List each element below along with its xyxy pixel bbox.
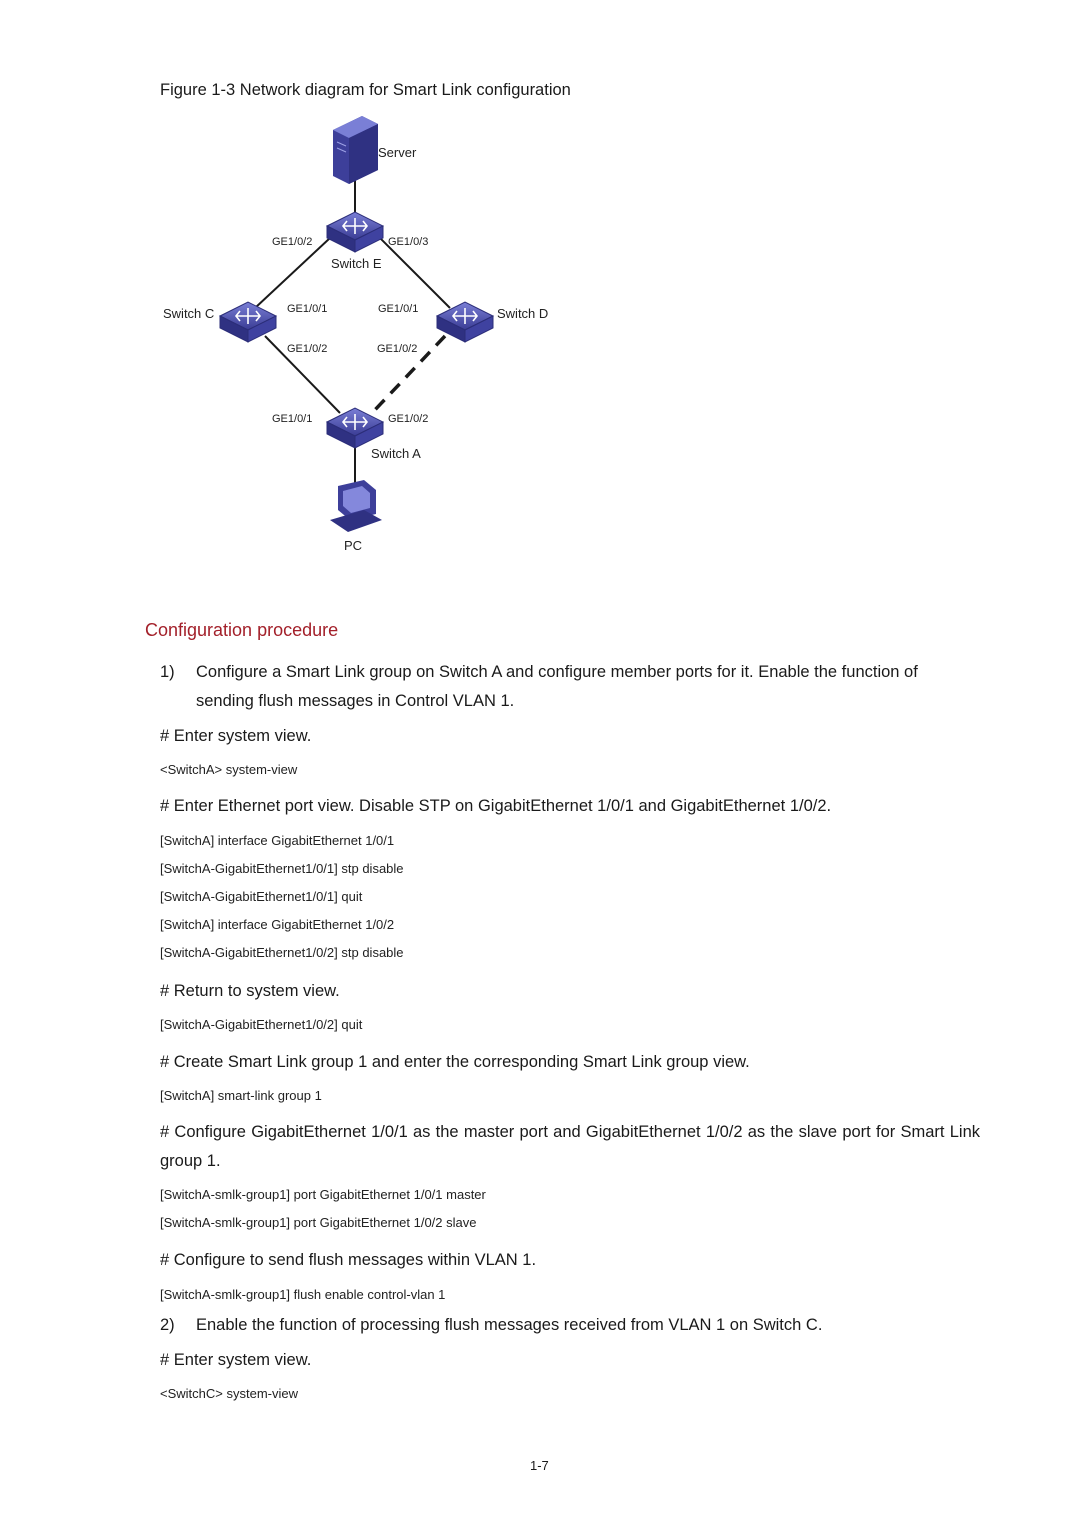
port-label: GE1/0/2	[272, 236, 313, 248]
command-line: [SwitchA-GigabitEthernet1/0/1] stp disable	[160, 861, 404, 876]
switch-a-icon	[327, 408, 383, 448]
command-line: [SwitchA] interface GigabitEthernet 1/0/2	[160, 917, 395, 932]
step-item	[160, 1311, 980, 1340]
instruction-note: # Enter Ethernet port view. Disable STP on GigabitEthernet 1/0/1 and GigabitEthernet 1/0/2.	[160, 797, 832, 815]
instruction-note: # Return to system view.	[160, 982, 340, 1000]
switch-c-icon	[220, 302, 276, 342]
port-label: GE1/0/2	[377, 343, 418, 355]
command-line: <SwitchA> system-view	[160, 762, 298, 777]
command-line: [SwitchA-smlk-group1] port GigabitEthernet 1/0/1 master	[160, 1187, 486, 1202]
command-line: [SwitchA-GigabitEthernet1/0/1] quit	[160, 889, 363, 904]
step-number: 2)	[160, 1316, 175, 1334]
step-number: 1)	[160, 663, 175, 681]
link-e-d	[380, 238, 450, 308]
instruction-note: # Enter system view.	[160, 1351, 312, 1369]
command-line: [SwitchA-smlk-group1] flush enable control-vlan 1	[160, 1287, 446, 1302]
pc-icon	[330, 480, 382, 532]
page-number: 1-7	[530, 1458, 549, 1473]
command-line: [SwitchA-smlk-group1] port GigabitEthernet 1/0/2 slave	[160, 1215, 477, 1230]
step-text: Enable the function of processing flush messages received from VLAN 1 on Switch C.	[196, 1316, 823, 1334]
port-label: GE1/0/1	[287, 303, 328, 315]
instruction-note: # Create Smart Link group 1 and enter the corresponding Smart Link group view.	[160, 1053, 750, 1071]
port-label: GE1/0/2	[287, 343, 328, 355]
port-label: GE1/0/3	[388, 236, 429, 248]
switch-a-label: Switch A	[371, 446, 421, 461]
section-title: Configuration procedure	[145, 620, 339, 640]
switch-d-icon	[437, 302, 493, 342]
port-label: GE1/0/2	[388, 413, 429, 425]
figure-caption: Figure 1-3 Network diagram for Smart Link configuration	[160, 81, 571, 99]
command-line: [SwitchA-GigabitEthernet1/0/2] stp disable	[160, 945, 404, 960]
switch-c-label: Switch C	[163, 306, 215, 321]
command-line: [SwitchA] smart-link group 1	[160, 1088, 322, 1103]
network-diagram	[150, 108, 590, 568]
instruction-note: # Enter system view.	[160, 727, 312, 745]
step-text: Configure a Smart Link group on Switch A and configure member ports for it. Enable the function of sending flush messages in Control VLAN 1.	[196, 663, 918, 710]
command-line: <SwitchC> system-view	[160, 1386, 298, 1401]
switch-e-icon	[327, 212, 383, 252]
switch-e-label: Switch E	[331, 256, 382, 271]
pc-label: PC	[344, 538, 363, 553]
instruction-note: # Configure GigabitEthernet 1/0/1 as the master port and GigabitEthernet 1/0/2 as the slave port for Smart Link group 1.	[160, 1123, 980, 1170]
link-e-c	[255, 238, 330, 308]
port-label: GE1/0/1	[272, 413, 313, 425]
server-label: Server	[378, 145, 417, 160]
command-line: [SwitchA-GigabitEthernet1/0/2] quit	[160, 1017, 363, 1032]
port-label: GE1/0/1	[378, 303, 419, 315]
command-line: [SwitchA] interface GigabitEthernet 1/0/1	[160, 833, 395, 848]
instruction-note: # Configure to send flush messages within VLAN 1.	[160, 1251, 537, 1269]
switch-d-label: Switch D	[497, 306, 549, 321]
step-item	[160, 658, 980, 716]
server-icon	[333, 116, 378, 184]
